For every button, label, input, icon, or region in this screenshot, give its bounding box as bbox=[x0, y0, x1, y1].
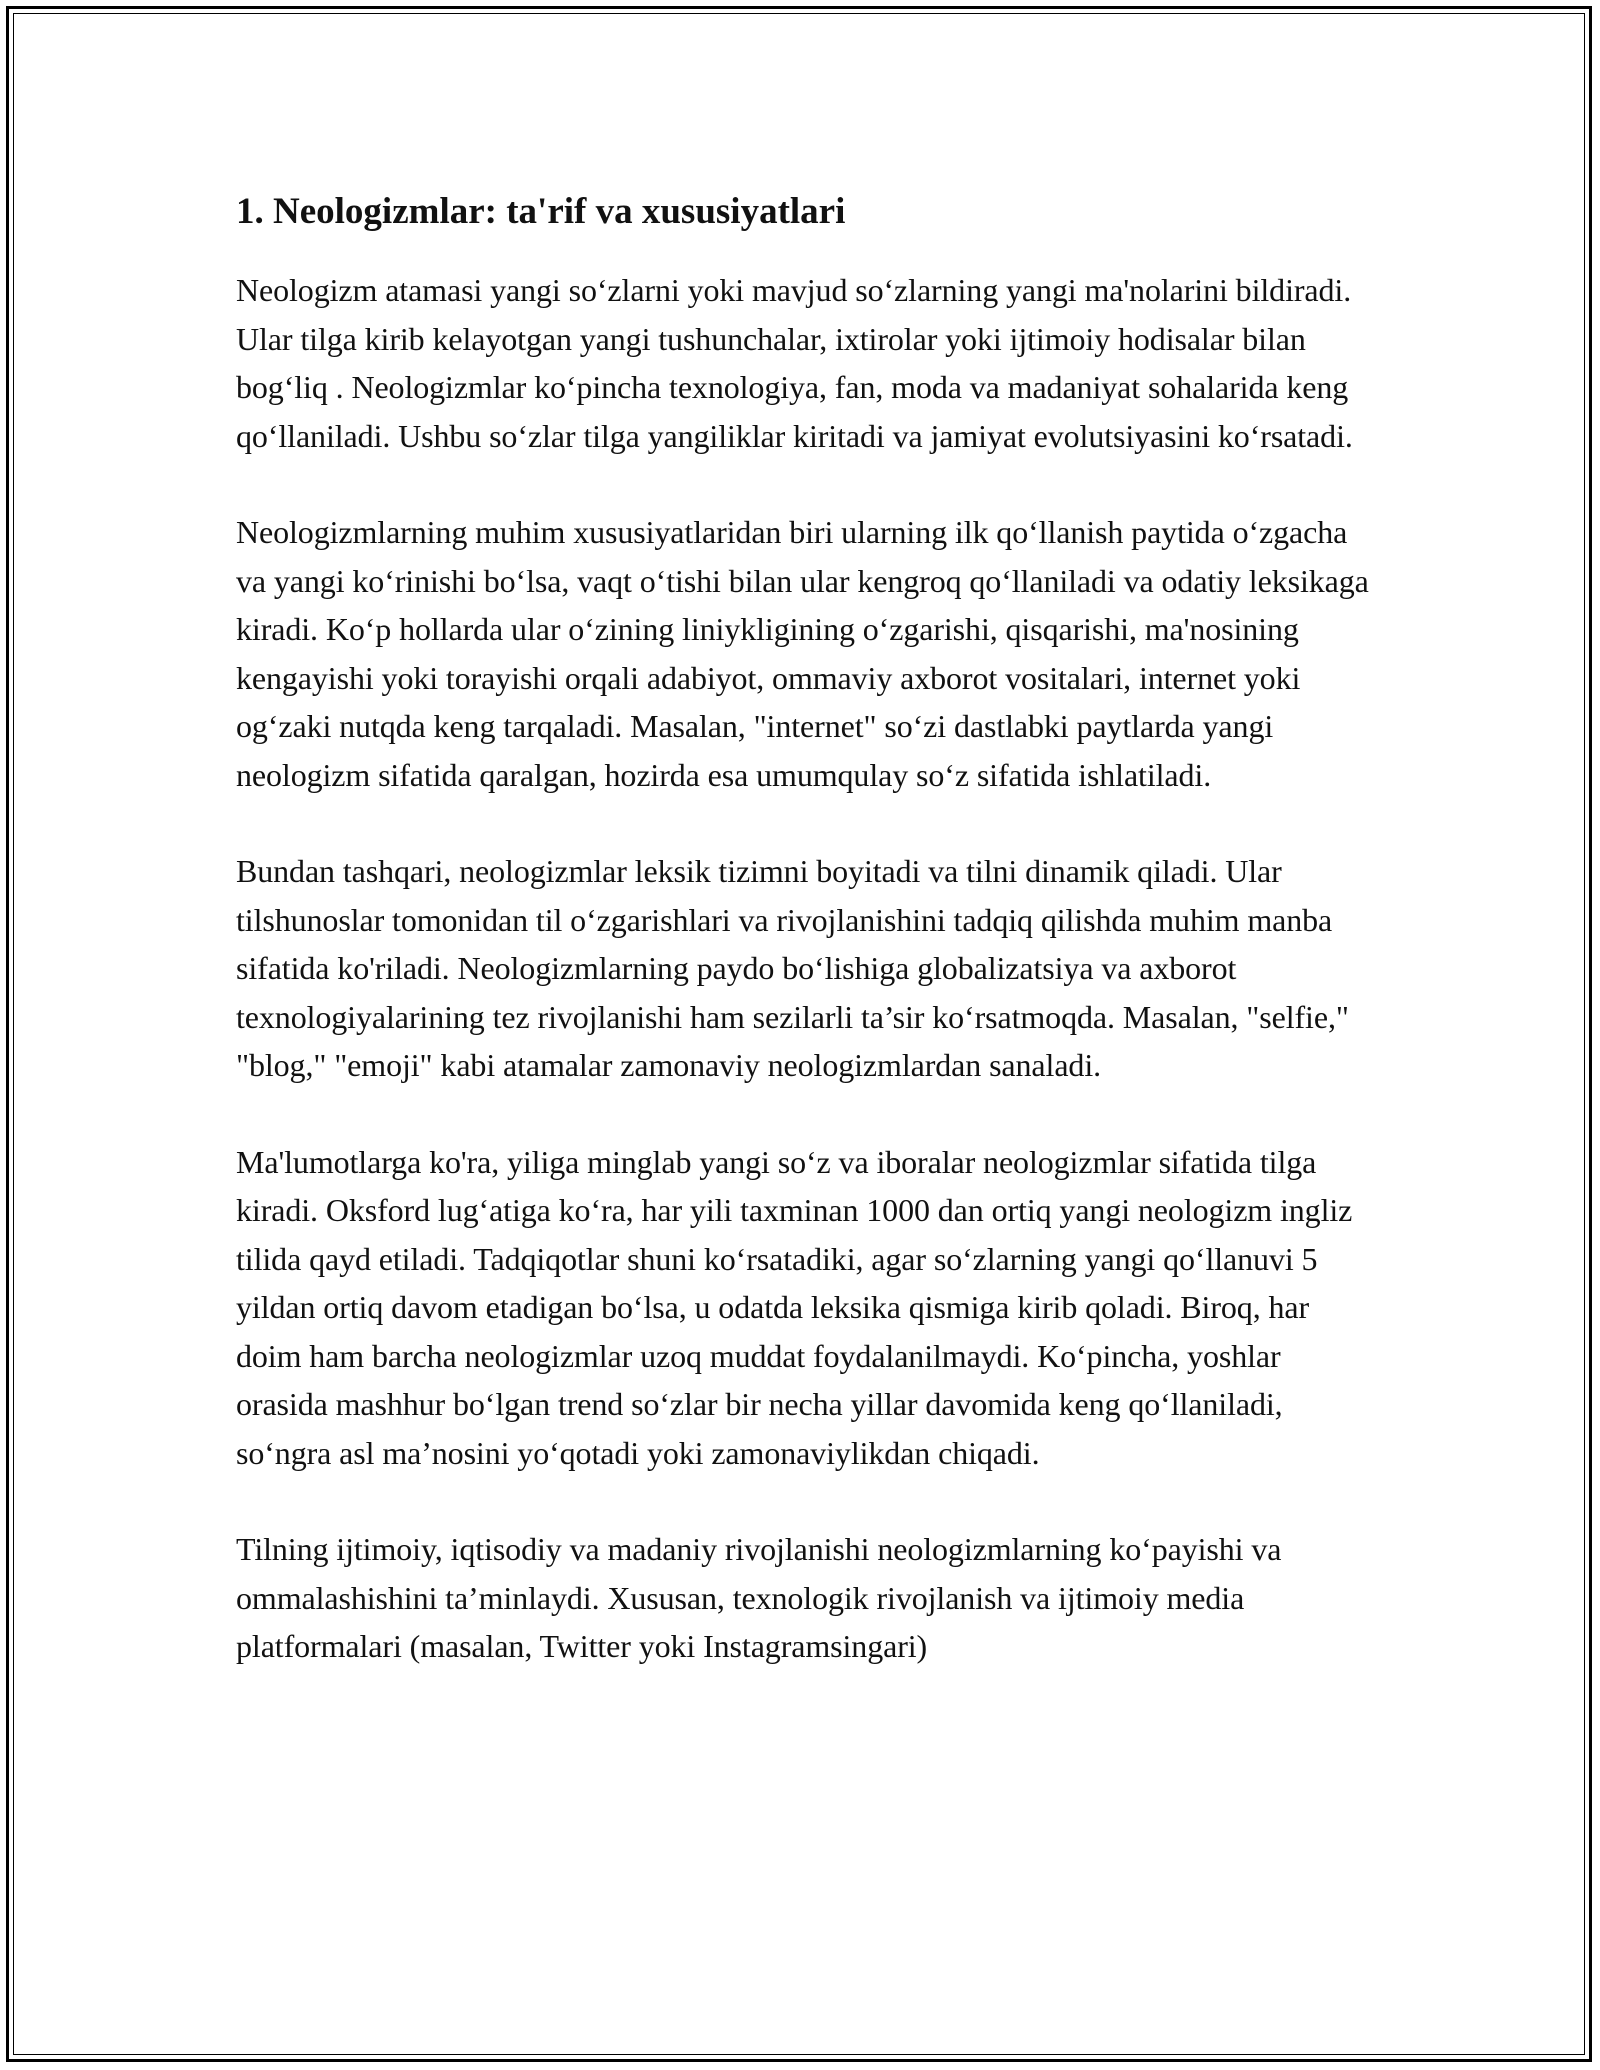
paragraph-4: Ma'lumotlarga ko'ra, yiliga minglab yangi so‘z va iboralar neologizmlar sifatida tilga kiradi. Oksford lug‘atiga ko‘ra, har yili taxminan 1000 dan ortiq yangi neologizm ingliz tilida qayd etiladi. Tadqiqotlar shuni ko‘rsatadiki, agar so‘zlarning yangi qo‘llanuvi 5 yildan ortiq davom etadigan bo‘lsa, u odatda leksika qismiga kirib qoladi. Biroq, har doim ham barcha neologizmlar uzoq muddat foydalanilmaydi. Ko‘pincha, yoshlar orasida mashhur bo‘lgan trend so‘zlar bir necha yillar davomida keng qo‘llaniladi, so‘ngra asl ma’nosini yo‘qotadi yoki zamonaviylikdan chiqadi. bbox=[236, 1143, 1353, 1471]
document-body bbox=[236, 186, 1376, 1719]
paragraph-3: Bundan tashqari, neologizmlar leksik tizimni boyitadi va tilni dinamik qiladi. Ular tilshunoslar tomonidan til o‘zgarishlari va rivojlanishini tadqiq qilishda muhim manba sifatida ko'riladi. Neologizmlarning paydo bo‘lishiga globalizatsiya va axborot texnologiyalarining tez rivojlanishi ham sezilarli ta’sir ko‘rsatmoqda. Masalan, "selfie," "blog," "emoji" kabi atamalar zamonaviy neologizmlardan sanaladi. bbox=[236, 853, 1349, 1083]
paragraph-2: Neologizmlarning muhim xususiyatlaridan biri ularning ilk qo‘llanish paytida o‘zgacha va yangi ko‘rinishi bo‘lsa, vaqt o‘tishi bilan ular kengroq qo‘llaniladi va odatiy leksikaga kiradi. Ko‘p hollarda ular o‘zining liniykligining o‘zgarishi, qisqarishi, ma'nosining kengayishi yoki torayishi orqali adabiyot, ommaviy axborot vositalari, internet yoki og‘zaki nutqda keng tarqaladi. Masalan, "internet" so‘zi dastlabki paytlarda yangi neologizm sifatida qaralgan, hozirda esa umumqulay so‘z sifatida ishlatiladi. bbox=[236, 514, 1369, 793]
paragraph-5: Tilning ijtimoiy, iqtisodiy va madaniy rivojlanishi neologizmlarning ko‘payishi va ommalashishini ta’minlaydi. Xususan, texnologik rivojlanish va ijtimoiy media platformalari (masalan, Twitter yoki Instagramsingari) bbox=[236, 1531, 1282, 1664]
section-title: 1. Neologizmlar: ta'rif va xususiyatlari bbox=[236, 191, 846, 232]
paragraph-1: Neologizm atamasi yangi so‘zlarni yoki mavjud so‘zlarning yangi ma'nolarini bildiradi. Ular tilga kirib kelayotgan yangi tushunchalar, ixtirolar yoki ijtimoiy hodisalar bilan bog‘liq . Neologizmlar ko‘pincha texnologiya, fan, moda va madaniyat sohalarida keng qo‘llaniladi. Ushbu so‘zlar tilga yangiliklar kiritadi va jamiyat evolutsiyasini ko‘rsatadi. bbox=[236, 272, 1353, 454]
